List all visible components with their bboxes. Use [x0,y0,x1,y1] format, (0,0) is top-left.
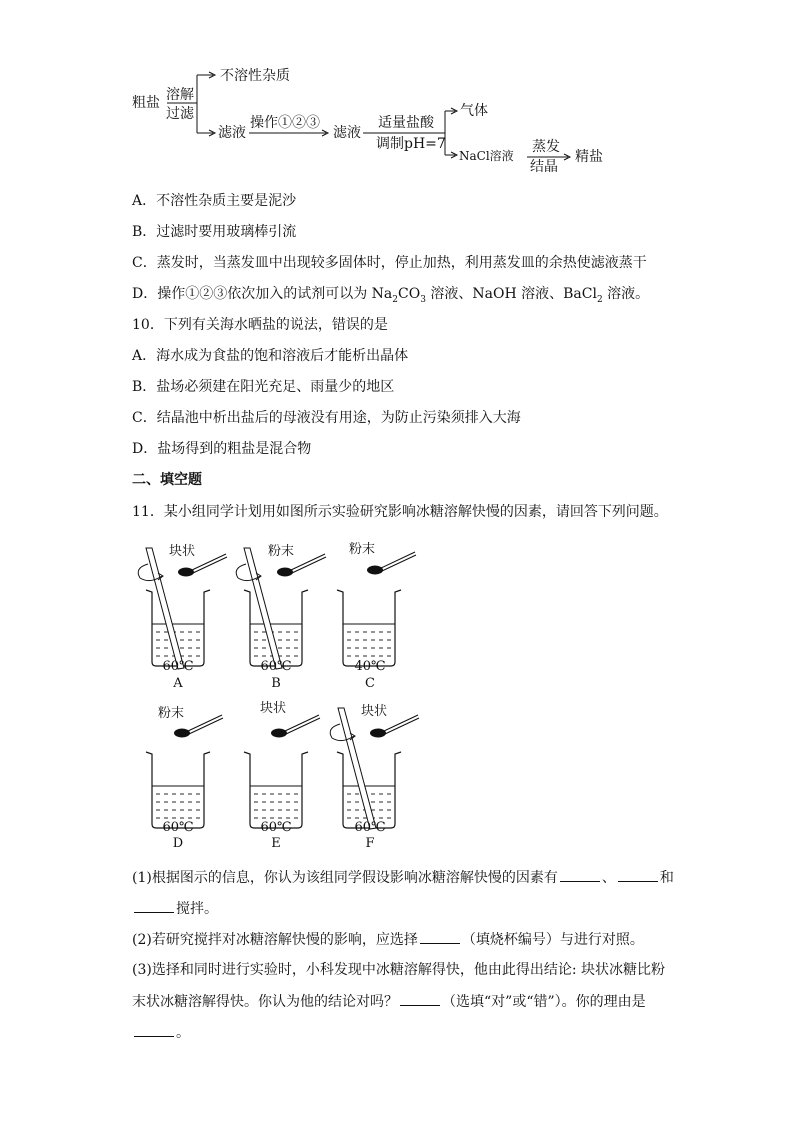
beaker-f-temp: 60℃ [354,820,386,835]
beaker-e-state: 块状 [260,701,287,716]
answer-blank-4[interactable] [420,929,460,944]
q10-stem: 10．下列有关海水晒盐的说法，错误的是 [132,317,388,333]
q9-option-a: A．不溶性杂质主要是泥沙 [132,193,297,209]
filtrate-1: 滤液 [218,125,246,141]
answer-blank-2[interactable] [618,867,658,882]
section-title: 二、填空题 [132,472,202,488]
beaker-b-id: B [271,676,281,691]
beaker-f-id: F [365,836,375,851]
q11-sub3-line2: 末状冰糖溶解得快。你认为他的结论对吗？ （选填“对”或“错”）。你的理由是 [132,991,646,1012]
answer-blank-6[interactable] [134,1022,174,1037]
stir-rod-a [138,548,184,669]
q10-option-b: B．盐场必须建在阳光充足、雨量少的地区 [132,379,395,395]
raw-salt: 粗盐 [132,95,160,111]
stir-rod-b [236,548,282,669]
beaker-d-state: 粉末 [158,706,185,721]
beaker-b-temp: 60℃ [260,659,292,674]
q11-stem: 11．某小组同学计划用如图所示实验研究影响冰糖溶解快慢的因素，请回答下列问题。 [132,504,668,520]
dissolve-label: 溶解 [166,87,194,103]
beaker-c [337,590,401,666]
evaporate-label: 蒸发 [532,139,560,155]
q9-option-c: C．蒸发时，当蒸发皿中出现较多固体时，停止加热，利用蒸发皿的余热使滤液蒸干 [132,255,647,271]
insoluble-impurity: 不溶性杂质 [220,68,290,84]
crystallize-label: 结晶 [530,159,558,175]
stir-rod-f [330,708,376,829]
beaker-c-temp: 40℃ [354,659,386,674]
q11-sub3-line3: 。 [132,1022,190,1043]
q11-sub1-line2: 搅拌。 [132,898,218,919]
q10-option-c: C．结晶池中析出盐后的母液没有用途，为防止污染须排入大海 [132,410,521,426]
q11-sub3-line1: (3)选择和同时进行实验时，小科发现中冰糖溶解得快，他由此得出结论: 块状冰糖比粉 [132,962,665,978]
q11-sub1-line1: (1)根据图示的信息，你认为该组同学假设影响冰糖溶解快慢的因素有 、 和 [132,867,674,888]
answer-blank-5[interactable] [400,991,440,1006]
beaker-d-temp: 60℃ [162,820,194,835]
beaker-c-state: 粉末 [349,542,376,557]
beaker-e-id: E [271,836,281,851]
beaker-a-state: 块状 [169,544,196,559]
beaker-d [146,752,210,828]
beaker-f-state: 块状 [361,704,388,719]
beaker-c-id: C [365,676,375,691]
beaker-e-temp: 60℃ [260,820,292,835]
beaker-e [244,752,308,828]
q10-option-d: D．盐场得到的粗盐是混合物 [132,441,312,457]
q10-option-a: A．海水成为食盐的饱和溶液后才能析出晶体 [132,348,409,364]
gas-label: 气体 [460,103,488,119]
answer-blank-1[interactable] [560,867,600,882]
beaker-b-state: 粉末 [268,544,295,559]
add-acid-label: 适量盐酸 [378,115,434,131]
filter-label: 过滤 [166,106,194,122]
refined-salt-label: 精盐 [575,149,603,165]
spoon-e [271,715,320,738]
adjust-ph-label: 调制pH=7 [376,136,446,152]
q11-sub2: (2)若研究搅拌对冰糖溶解快慢的影响，应选择 （填烧杯编号）与进行对照。 [132,929,644,950]
q9-option-b: B．过滤时要用玻璃棒引流 [132,224,297,240]
beaker-a-temp: 60℃ [162,659,194,674]
beaker-a-id: A [173,676,183,691]
answer-blank-3[interactable] [134,898,174,913]
nacl-solution-label: NaCl溶液 [459,149,514,163]
beaker-d-id: D [172,836,184,851]
filtrate-2: 滤液 [333,125,361,141]
q9-option-d: D．操作①②③依次加入的试剂可以为 $Na_2CO_3$ 溶液、NaOH 溶液、BaCl$_2$ 溶液。 [132,286,650,305]
operation-label: 操作①②③ [250,115,320,131]
